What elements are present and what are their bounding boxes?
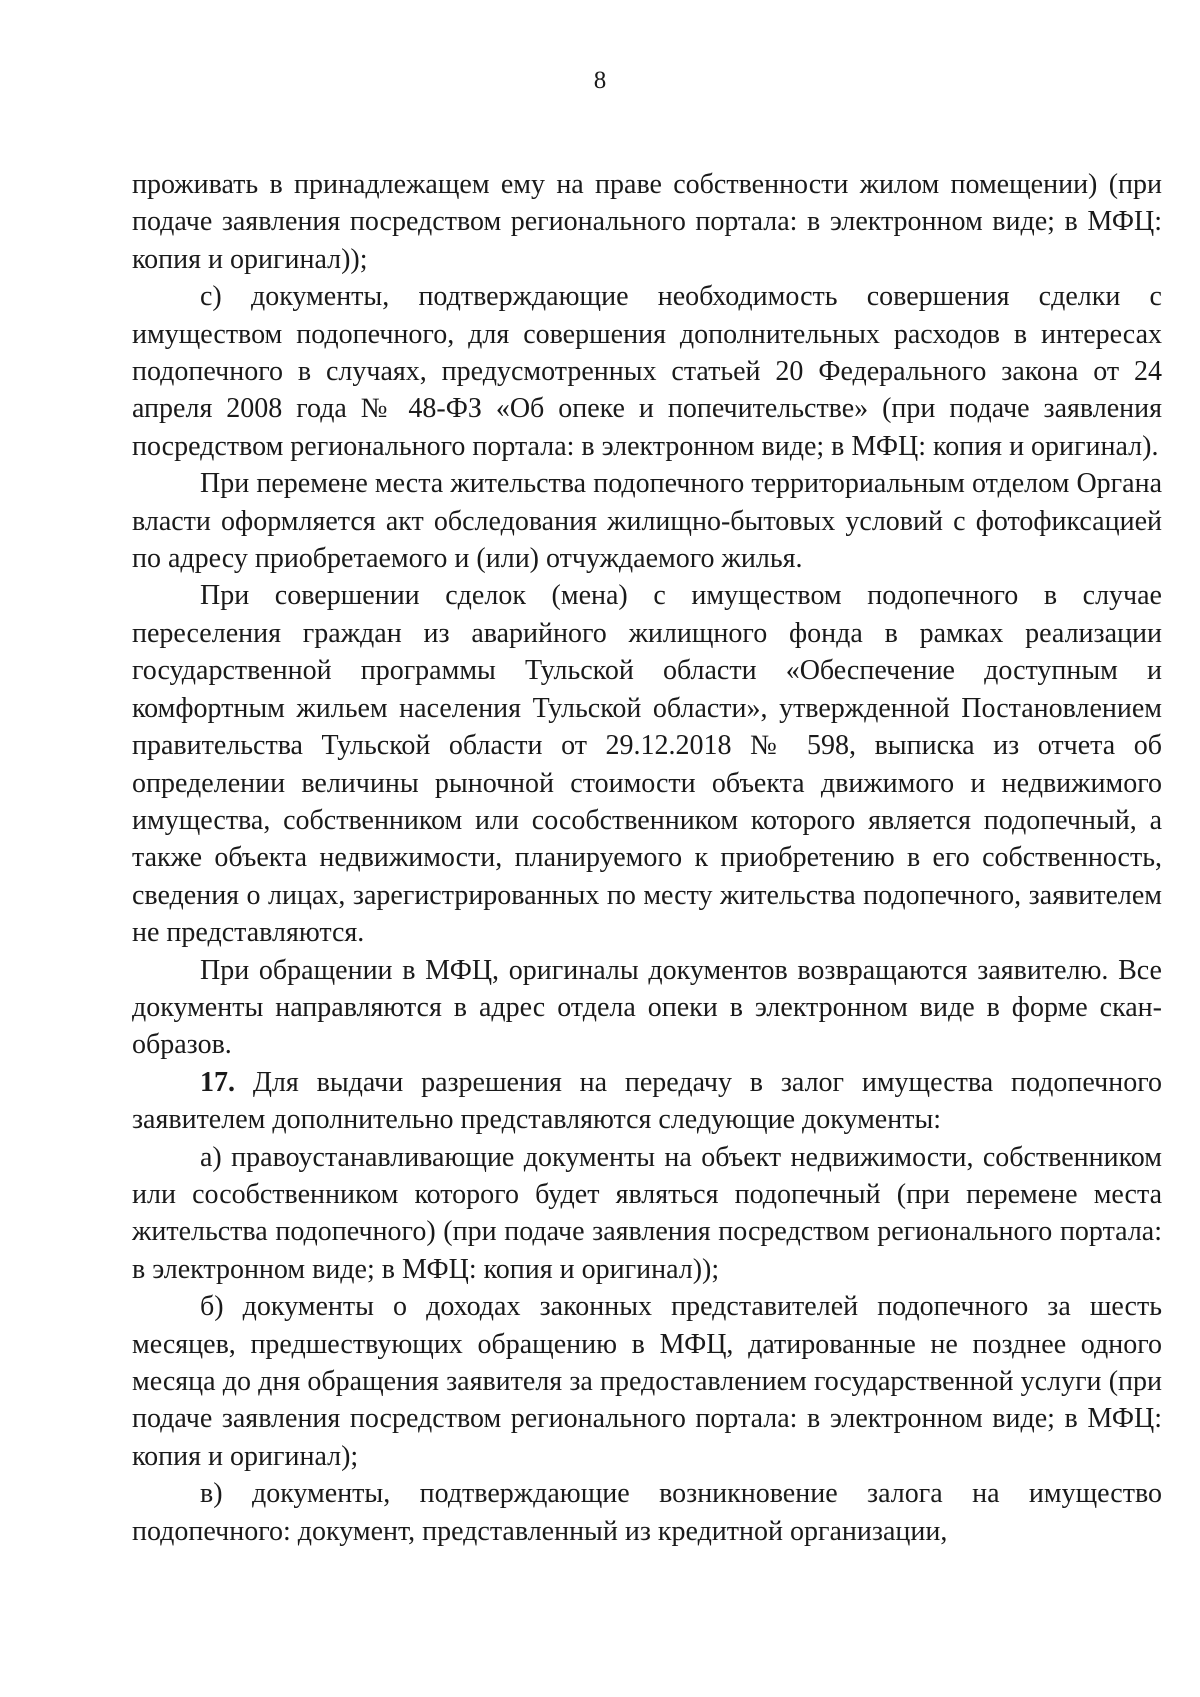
paragraph-item-v: в) документы, подтверждающие возникновение залога на имущество подопечного: документ, представленный из кредитной организации, [132,1478,1162,1547]
page-number: 8 [593,67,607,94]
item-17-text: Для выдачи разрешения на передачу в залог имущества подопечного заявителем дополнительно представляются следующие документы: [132,1066,1162,1136]
paragraph-item-17 [132,1064,1162,1139]
paragraph-mfc-originals: При обращении в МФЦ, оригиналы документов возвращаются заявителю. Все документы направляются в адрес отдела опеки в электронном виде в форме скан-образов. [132,954,1162,1061]
paragraph-residence-change: При перемене места жительства подопечного территориальным отделом Органа власти оформляется акт обследования жилищно-бытовых условий с фотофиксацией по адресу приобретаемого и (или) отчуждаемого жилья. [132,468,1162,575]
paragraph-item-b: б) документы о доходах законных представителей подопечного за шесть месяцев, предшествующих обращению в МФЦ, датированные не позднее одного месяца до дня обращения заявителя за предоставлением государственной услуги (при подаче заявления посредством регионального портала: в электронном виде; в МФЦ: копия и оригинал); [132,1291,1162,1472]
paragraph-item-a: а) правоустанавливающие документы на объект недвижимости, собственником или сособственником которого будет являться подопечный (при перемене места жительства подопечного) (при подаче заявления посредством регионального портала: в электронном виде; в МФЦ: копия и оригинал)); [132,1141,1162,1285]
paragraph-item-c: с) документы, подтверждающие необходимость совершения сделки с имуществом подопечного, для совершения дополнительных расходов в интересах подопечного в случаях, предусмотренных статьей 20 Федерального закона от 24 апреля 2008 года № 48-ФЗ «Об опеке и попечительстве» (при подаче заявления посредством регионального портала: в электронном виде; в МФЦ: копия и оригинал). [132,281,1162,462]
document-body [132,166,1162,1550]
item-17-number: 17. [200,1066,235,1098]
paragraph-continuation: проживать в принадлежащем ему на праве собственности жилом помещении) (при подаче заявления посредством регионального портала: в электронном виде; в МФЦ: копия и оригинал)); [132,169,1162,275]
paragraph-exchange-deals: При совершении сделок (мена) с имуществом подопечного в случае переселения граждан из аварийного жилищного фонда в рамках реализации государственной программы Тульской области «Обеспечение доступным и комфортным жильем населения Тульской области», утвержденной Постановлением правительства Тульской области от 29.12.2018 № 598, выписка из отчета об определении величины рыночной стоимости объекта движимого и недвижимого имущества, собственником или сособственником которого является подопечный, а также объекта недвижимости, планируемого к приобретению в его собственность, сведения о лицах, зарегистрированных по месту жительства подопечного, заявителем не представляются. [132,580,1162,949]
